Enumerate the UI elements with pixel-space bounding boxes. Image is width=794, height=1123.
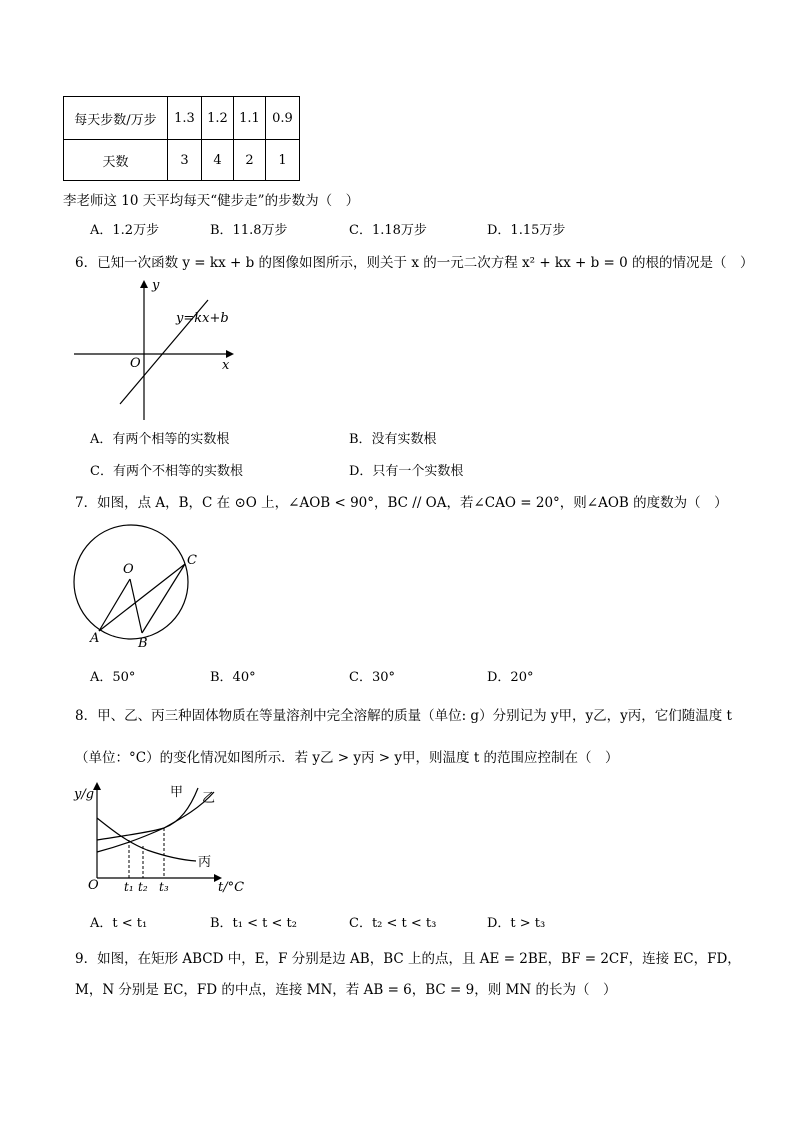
y-axis-label: y/g [74, 787, 95, 802]
t2-label: t₂ [138, 880, 148, 894]
table-cell: 1.1 [234, 97, 266, 140]
origin-label: O [88, 878, 99, 893]
y-axis-arrow [93, 782, 101, 790]
origin-label: O [130, 356, 141, 371]
line-label: y=kx+b [176, 311, 229, 326]
x-axis-arrow [226, 350, 234, 358]
curve-bing-label: 丙 [198, 855, 212, 870]
point-b-label: B [138, 636, 148, 650]
point-c-label: C [187, 553, 197, 568]
q7-option-b: B．40° [210, 670, 256, 685]
table-cell: 1.3 [168, 97, 202, 140]
q7-option-c: C．30° [349, 670, 395, 685]
q7-option-a: A．50° [90, 670, 136, 685]
y-axis-arrow [140, 280, 148, 288]
q8-solubility-graph [72, 778, 252, 898]
q9-stem-line2: M，N 分别是 EC，FD 的中点，连接 MN，若 AB = 6，BC = 9，则 MN 的长为（ ） [75, 982, 617, 998]
q6-stem: 6．已知一次函数 y = kx + b 的图像如图所示，则关于 x 的一元二次方程 x² + kx + b = 0 的根的情况是（ ） [75, 255, 754, 271]
t1-label: t₁ [124, 880, 134, 894]
q5-option-b: B．11.8万步 [210, 223, 288, 238]
y-axis-label: y [152, 278, 160, 293]
table-cell: 3 [168, 140, 202, 181]
q5-stem: 李老师这 10 天平均每天“健步走”的步数为（ ） [63, 193, 360, 209]
q5-option-a: A．1.2万步 [90, 223, 160, 238]
table-header-cell: 每天步数/万步 [64, 97, 168, 140]
table-cell: 2 [234, 140, 266, 181]
table-cell: 1 [266, 140, 300, 181]
q8-option-d: D．t > t₃ [487, 916, 546, 931]
segment-oa [99, 579, 130, 631]
q6-option-d: D．只有一个实数根 [349, 464, 464, 479]
q8-stem-line2: （单位：°C）的变化情况如图所示．若 y乙 > y丙 > y甲，则温度 t 的范围应控制在（ ） [75, 750, 619, 766]
q6-option-b: B．没有实数根 [349, 432, 437, 447]
t3-label: t₃ [159, 880, 169, 894]
q9-stem-line1: 9．如图，在矩形 ABCD 中，E，F 分别是边 AB，BC 上的点，且 AE = 2BE，BF = 2CF，连接 EC，FD， [75, 951, 741, 967]
steps-table [63, 96, 300, 181]
q6-option-a: A．有两个相等的实数根 [90, 432, 230, 447]
q5-option-d: D．1.15万步 [487, 223, 566, 238]
table-header-cell: 天数 [64, 140, 168, 181]
table-cell: 0.9 [266, 97, 300, 140]
curve-bing [97, 818, 196, 861]
curve-yi [97, 792, 214, 852]
q5-option-c: C．1.18万步 [349, 223, 427, 238]
q8-option-c: C．t₂ < t < t₃ [349, 916, 437, 931]
q8-option-b: B．t₁ < t < t₂ [210, 916, 297, 931]
curve-yi-label: 乙 [202, 791, 216, 806]
point-a-label: A [90, 631, 100, 646]
q7-option-d: D．20° [487, 670, 534, 685]
q7-stem: 7．如图，点 A，B，C 在 ⊙O 上，∠AOB < 90°，BC // OA，若∠CAO = 20°，则∠AOB 的度数为（ ） [75, 495, 728, 511]
table-cell: 4 [202, 140, 234, 181]
q6-linear-graph [70, 278, 240, 423]
q7-circle-diagram [68, 518, 208, 650]
curve-jia-label: 甲 [170, 785, 184, 800]
x-axis-label: t/°C [218, 880, 245, 895]
table-cell: 1.2 [202, 97, 234, 140]
segment-bc [142, 564, 185, 633]
q8-option-a: A．t < t₁ [90, 916, 148, 931]
x-axis-label: x [222, 358, 230, 373]
q6-option-c: C．有两个不相等的实数根 [90, 464, 243, 479]
point-o-label: O [123, 562, 134, 577]
q8-stem-line1: 8．甲、乙、丙三种固体物质在等量溶剂中完全溶解的质量（单位: g）分别记为 y甲，y乙，y丙，它们随温度 t [75, 708, 732, 724]
